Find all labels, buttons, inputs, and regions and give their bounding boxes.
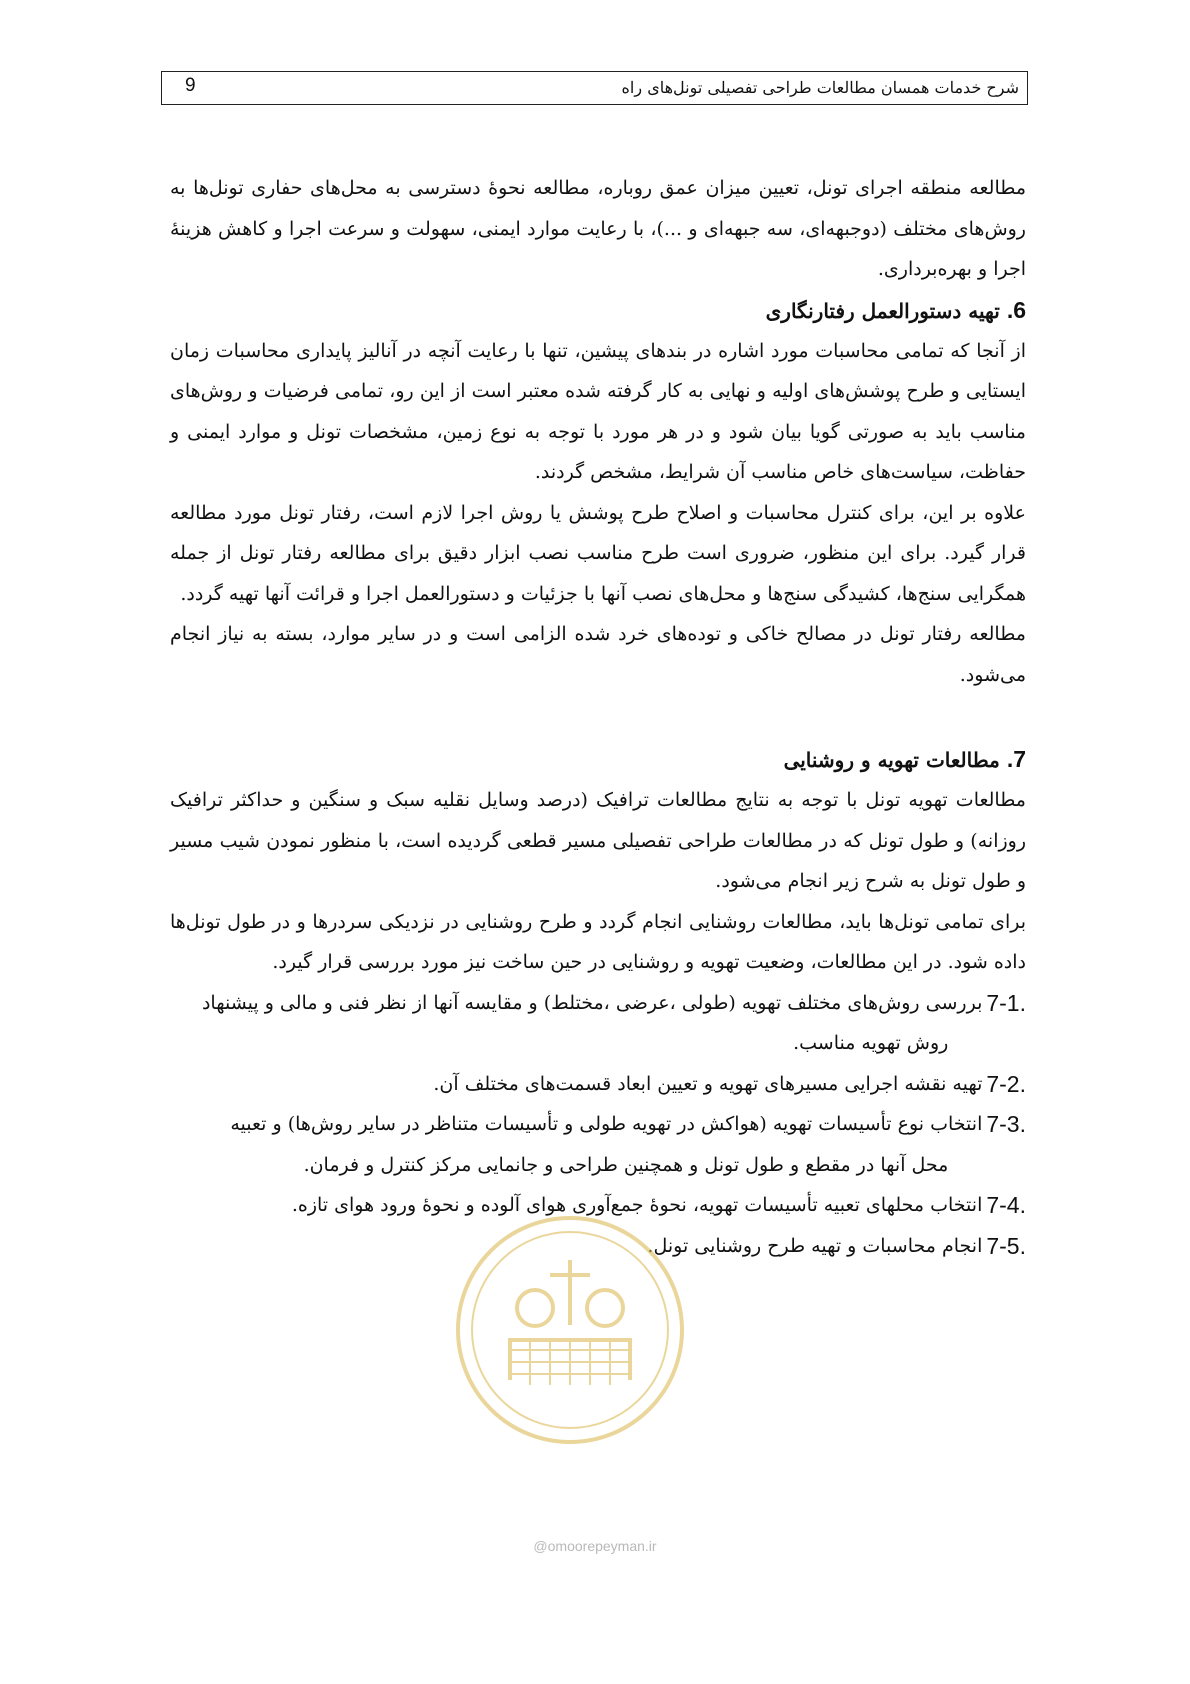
list-item (170, 983, 1026, 1064)
paragraph: مطالعات تهویه تونل با توجه به نتایج مطالعات ترافیک (درصد وسایل نقلیه سبک و سنگین و حداکثر ترافیک روزانه) و طول تونل که در مطالعات طراحی تفصیلی مسیر قطعی گردیده است، با منظور نمودن شیب مسیر و طول تونل به شرح زیر انجام می‌شود. (170, 789, 1026, 892)
watermark-logo (450, 1190, 690, 1460)
paragraph: مطالعه منطقه اجرای تونل، تعیین میزان عمق روباره، مطالعه نحوهٔ دسترسی به محل‌های حفاری تونل‌ها به روش‌های مختلف (دوجبهه‌ای، سه جبهه‌ای و ...)، با رعایت موارد ایمنی، سهولت و سرعت اجرا و کاهش هزینهٔ اجرا و بهره‌برداری. (170, 177, 1026, 280)
item-text: بررسی روش‌های مختلف تهویه (طولی ،عرضی ،مختلط) و مقایسه آنها از نظر فنی و مالی و پیشنهاد (201, 991, 983, 1014)
item-number: 7-2. (986, 1070, 1026, 1097)
item-text: تهیه نقشه اجرایی مسیرهای تهویه و تعیین ابعاد قسمت‌های مختلف آن. (433, 1072, 983, 1095)
item-text-continued: روش تهویه مناسب. (793, 1032, 949, 1054)
paragraph: مطالعه رفتار تونل در مصالح خاکی و توده‌های خرد شده الزامی است و در سایر موارد، بسته به نیاز انجام می‌شود. (170, 623, 1026, 686)
item-text: انجام محاسبات و تهیه طرح روشنایی تونل. (647, 1234, 983, 1257)
paragraph: از آنجا که تمامی محاسبات مورد اشاره در بندهای پیشین، تنها با رعایت آنچه در آنالیز پایداری محاسبات زمان ایستایی و طرح پوشش‌های اولیه و نهایی به کار گرفته شده معتبر است از این رو، تمامی فرضیات و روش‌های مناسب باید به صورتی گویا بیان شود و در هر مورد با توجه به نوع زمین، مشخصات تونل و موارد ایمنی و حفاظت، سیاست‌های خاص مناسب آن شرایط، مشخص گردند. (170, 339, 1026, 483)
list-item (170, 1104, 1026, 1185)
paragraph: برای تمامی تونل‌ها باید، مطالعات روشنایی انجام گردد و طرح روشنایی در نزدیکی سردرها و در طول تونل‌ها داده شود. در این مطالعات، وضعیت تهویه و روشنایی در حین ساخت نیز مورد بررسی قرار گیرد. (170, 910, 1026, 973)
section-title: تهیه دستورالعمل رفتارنگاری (765, 298, 1000, 323)
item-number: 7-4. (986, 1192, 1026, 1218)
section-number: 6. (1006, 296, 1026, 323)
item-number: 7-3. (986, 1111, 1026, 1137)
section-number: 7. (1006, 746, 1026, 772)
list-item (170, 1064, 1026, 1105)
page-header (161, 71, 1028, 105)
section-heading-7 (170, 739, 1026, 780)
header-title: شرح خدمات همسان مطالعات طراحی تفصیلی تونل‌های راه (621, 78, 1019, 97)
paragraph: علاوه بر این، برای کنترل محاسبات و اصلاح طرح پوشش یا روش اجرا لازم است، رفتار تونل مورد مطالعه قرار گیرد. برای این منظور، ضروری است طرح مناسب نصب ابزار دقیق برای مطالعه رفتار تونل از جمله همگرایی سنج‌ها، کشیدگی سنج‌ها و محل‌های نصب آنها با جزئیات و دستورالعمل اجرا و قرائت آنها تهیه گردد. (170, 501, 1026, 605)
document-body (170, 168, 1026, 1266)
item-number: 7-5. (986, 1232, 1026, 1259)
item-text: انتخاب محلهای تعبیه تأسیسات تهویه، نحوهٔ جمع‌آوری هوای آلوده و نحوهٔ ورود هوای تازه. (291, 1194, 983, 1216)
item-number: 7-1. (986, 989, 1026, 1016)
watermark-site: @omoorepeyman.ir (533, 1538, 657, 1554)
page-number: 9 (185, 75, 196, 96)
section-heading-6 (170, 290, 1026, 331)
item-text-continued: محل آنها در مقطع و طول تونل و همچنین طراحی و جانمایی مرکز کنترل و فرمان. (303, 1153, 949, 1176)
item-text: انتخاب نوع تأسیسات تهویه (هواکش در تهویه طولی و تأسیسات متناظر در سایر روش‌ها) و تعبیه (230, 1113, 983, 1135)
section-title: مطالعات تهویه و روشنایی (783, 748, 1000, 772)
